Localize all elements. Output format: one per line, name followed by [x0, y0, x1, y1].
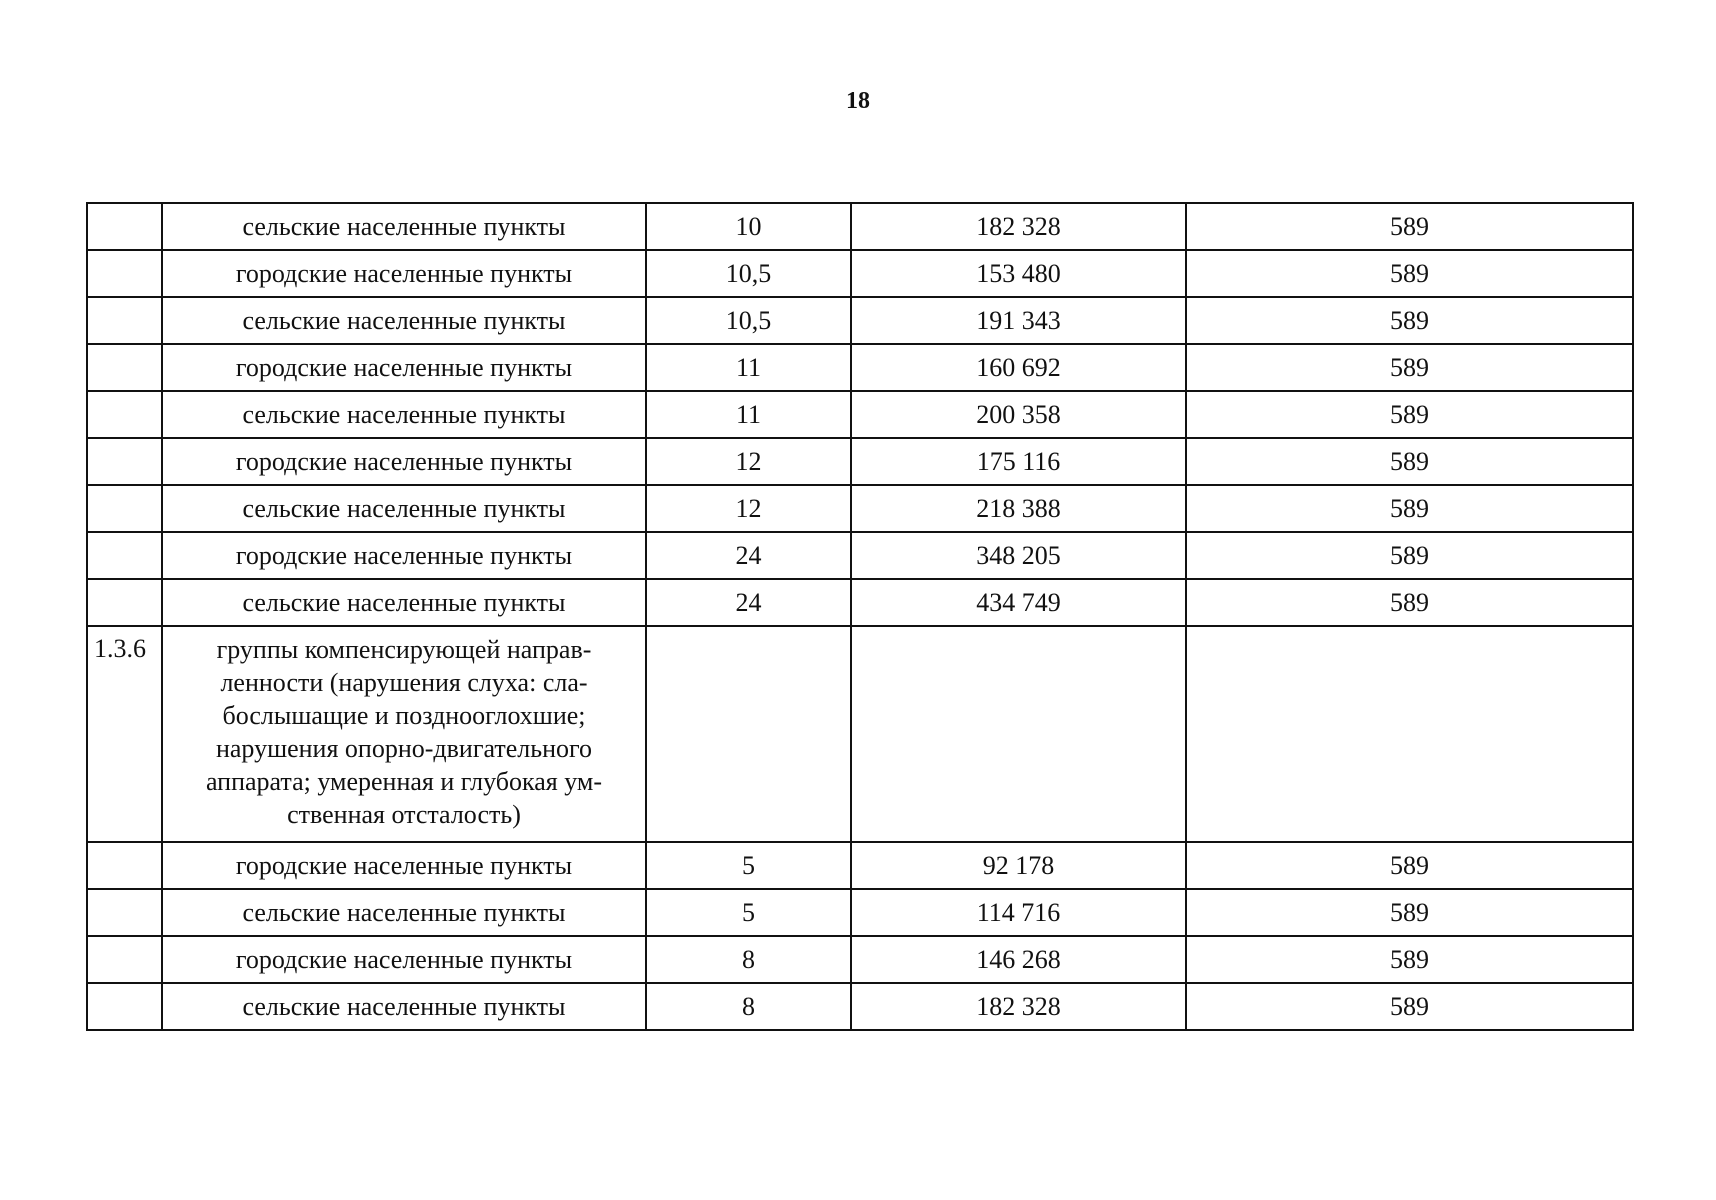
- value-cell: 11: [646, 344, 851, 391]
- settlement-type: сельские населенные пункты: [162, 391, 646, 438]
- value-cell: 589: [1186, 391, 1633, 438]
- row-number: [87, 250, 162, 297]
- table-row: [87, 344, 1633, 391]
- value-cell: [1186, 626, 1633, 842]
- page-number: 18: [846, 88, 870, 114]
- value-cell: 146 268: [851, 936, 1186, 983]
- table-row: [87, 391, 1633, 438]
- row-number: [87, 983, 162, 1030]
- value-cell: 175 116: [851, 438, 1186, 485]
- settlement-type: городские населенные пункты: [162, 438, 646, 485]
- value-cell: 160 692: [851, 344, 1186, 391]
- row-number: [87, 485, 162, 532]
- row-number: [87, 391, 162, 438]
- table-row: [87, 438, 1633, 485]
- section-title-line: ленности (нарушения слуха: сла-: [220, 668, 588, 697]
- value-cell: 12: [646, 438, 851, 485]
- section-title-line: ственная отсталость): [287, 800, 521, 829]
- value-cell: 114 716: [851, 889, 1186, 936]
- settlement-type: сельские населенные пункты: [162, 579, 646, 626]
- section-row: [87, 626, 1633, 842]
- table-row: [87, 579, 1633, 626]
- settlement-type: городские населенные пункты: [162, 532, 646, 579]
- settlement-type: сельские населенные пункты: [162, 485, 646, 532]
- value-cell: 10,5: [646, 250, 851, 297]
- value-cell: 589: [1186, 936, 1633, 983]
- value-cell: 24: [646, 532, 851, 579]
- section-title-line: бослышащие и позднооглохшие;: [222, 701, 586, 730]
- value-cell: 589: [1186, 485, 1633, 532]
- row-number: [87, 297, 162, 344]
- settlement-type: сельские населенные пункты: [162, 297, 646, 344]
- row-number: [87, 344, 162, 391]
- settlement-type: сельские населенные пункты: [162, 889, 646, 936]
- value-cell: 182 328: [851, 983, 1186, 1030]
- settlement-type: городские населенные пункты: [162, 842, 646, 889]
- row-number: [87, 203, 162, 250]
- value-cell: 24: [646, 579, 851, 626]
- value-cell: 153 480: [851, 250, 1186, 297]
- value-cell: 589: [1186, 532, 1633, 579]
- table-row: [87, 889, 1633, 936]
- value-cell: 11: [646, 391, 851, 438]
- section-title-line: аппарата; умеренная и глубокая ум-: [205, 767, 603, 796]
- value-cell: 12: [646, 485, 851, 532]
- value-cell: 182 328: [851, 203, 1186, 250]
- value-cell: 589: [1186, 983, 1633, 1030]
- value-cell: 348 205: [851, 532, 1186, 579]
- value-cell: 589: [1186, 344, 1633, 391]
- value-cell: 589: [1186, 438, 1633, 485]
- section-title-line: группы компенсирующей направ-: [216, 635, 592, 664]
- value-cell: 8: [646, 936, 851, 983]
- value-cell: 8: [646, 983, 851, 1030]
- settlement-type: городские населенные пункты: [162, 250, 646, 297]
- row-number: [87, 579, 162, 626]
- value-cell: [646, 626, 851, 842]
- row-number: [87, 532, 162, 579]
- value-cell: 589: [1186, 579, 1633, 626]
- value-cell: 92 178: [851, 842, 1186, 889]
- value-cell: 200 358: [851, 391, 1186, 438]
- table-row: [87, 203, 1633, 250]
- value-cell: 218 388: [851, 485, 1186, 532]
- value-cell: 589: [1186, 250, 1633, 297]
- tariff-table: [86, 202, 1634, 1031]
- value-cell: 5: [646, 889, 851, 936]
- table-row: [87, 983, 1633, 1030]
- value-cell: [851, 626, 1186, 842]
- value-cell: 5: [646, 842, 851, 889]
- row-number: [87, 936, 162, 983]
- table-row: [87, 250, 1633, 297]
- settlement-type: городские населенные пункты: [162, 344, 646, 391]
- value-cell: 10,5: [646, 297, 851, 344]
- table-row: [87, 485, 1633, 532]
- table-row: [87, 532, 1633, 579]
- table-row: [87, 842, 1633, 889]
- value-cell: 10: [646, 203, 851, 250]
- row-number: [87, 438, 162, 485]
- value-cell: 434 749: [851, 579, 1186, 626]
- value-cell: 191 343: [851, 297, 1186, 344]
- section-number: 1.3.6: [87, 626, 162, 842]
- value-cell: 589: [1186, 889, 1633, 936]
- section-title-line: нарушения опорно-двигательного: [215, 734, 593, 763]
- value-cell: 589: [1186, 203, 1633, 250]
- row-number: [87, 889, 162, 936]
- value-cell: 589: [1186, 842, 1633, 889]
- settlement-type: сельские населенные пункты: [162, 203, 646, 250]
- table-row: [87, 936, 1633, 983]
- table-row: [87, 297, 1633, 344]
- row-number: [87, 842, 162, 889]
- value-cell: 589: [1186, 297, 1633, 344]
- section-title: [162, 626, 646, 842]
- settlement-type: сельские населенные пункты: [162, 983, 646, 1030]
- settlement-type: городские населенные пункты: [162, 936, 646, 983]
